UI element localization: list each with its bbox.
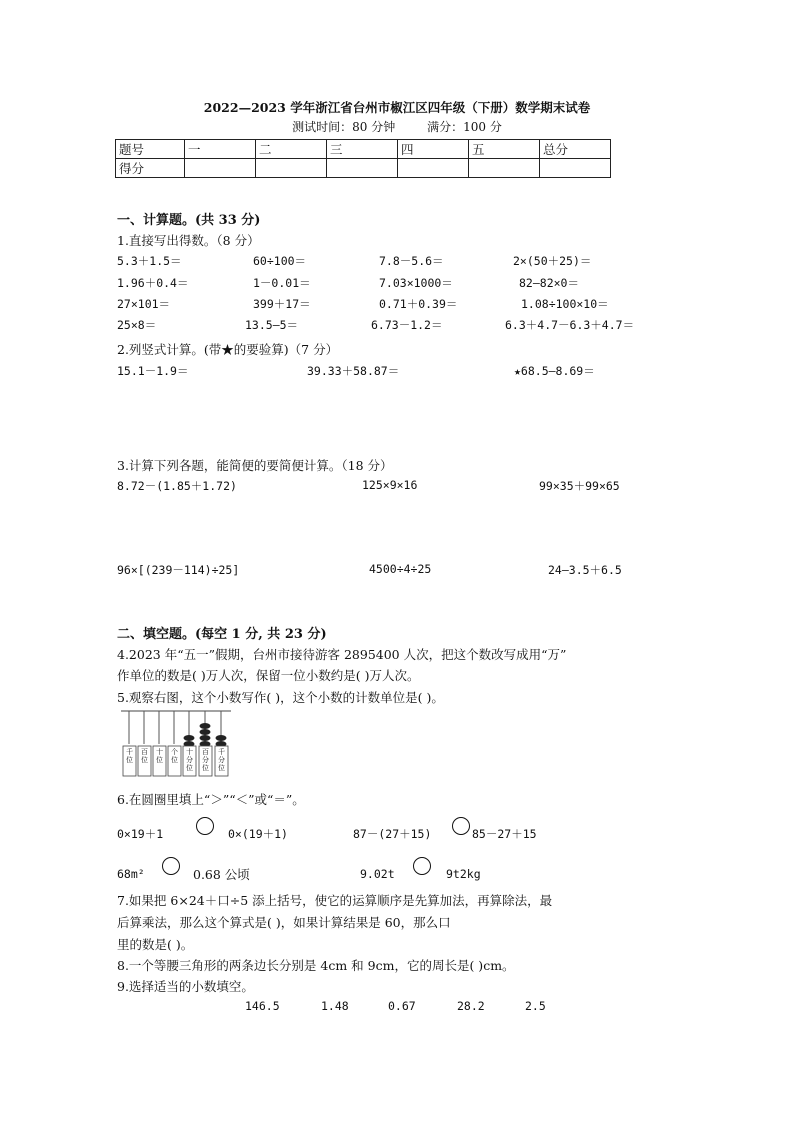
q1-item: 60÷100＝: [253, 254, 307, 268]
exam-subtitle: [0, 118, 794, 135]
q3-item: 24—3.5＋6.5: [548, 563, 622, 577]
q6-expr: 0×(19＋1): [228, 827, 288, 841]
q2-title: 2.列竖式计算。(带★的要验算)（7 分）: [117, 342, 339, 357]
q1-item: 25×8＝: [117, 318, 157, 332]
test-time: 测试时间：80 分钟: [292, 120, 396, 134]
table-cell: 总分: [540, 140, 611, 159]
q1-item: 6.73－1.2＝: [371, 318, 443, 332]
compare-circle-input[interactable]: [162, 857, 180, 875]
score-input-cell[interactable]: [256, 159, 327, 178]
q1-item: 1－0.01＝: [253, 276, 311, 290]
abacus-label: 百位: [141, 748, 148, 764]
q3-item: 99×35＋99×65: [539, 479, 620, 493]
q1-item: 7.03×1000＝: [379, 276, 453, 290]
table-cell: 三: [327, 140, 398, 159]
q1-item: 1.96＋0.4＝: [117, 276, 189, 290]
abacus-figure: [121, 709, 231, 779]
abacus-label: 十位: [156, 748, 163, 764]
table-cell: 题号: [116, 140, 185, 159]
q9-option: 0.67: [388, 999, 416, 1013]
q1-item: 6.3＋4.7－6.3＋4.7＝: [505, 318, 635, 332]
q1-item: 1.08÷100×10＝: [521, 297, 609, 311]
table-cell: 五: [469, 140, 540, 159]
q9-option: 1.48: [321, 999, 349, 1013]
q1-item: 2×(50＋25)＝: [513, 254, 592, 268]
q1-item: 0.71＋0.39＝: [379, 297, 458, 311]
q4-line: 作单位的数是( )万人次，保留一位小数约是( )万人次。: [117, 668, 420, 683]
q1-item: 7.8－5.6＝: [379, 254, 444, 268]
q9-option: 2.5: [525, 999, 546, 1013]
compare-circle-input[interactable]: [452, 817, 470, 835]
score-table: [115, 139, 611, 178]
q2-item: 39.33＋58.87＝: [307, 364, 400, 378]
q3-item: 125×9×16: [362, 478, 418, 492]
q1-title: 1.直接写出得数。（8 分）: [117, 233, 260, 248]
q6-expr: 0×19＋1: [117, 827, 164, 841]
compare-circle-input[interactable]: [196, 817, 214, 835]
q5-text: 5.观察右图，这个小数写作( )，这个小数的计数单位是( )。: [117, 690, 444, 705]
abacus-label: 十分位: [186, 748, 193, 772]
section-2-title: 二、填空题。(每空 1 分, 共 23 分): [117, 627, 327, 642]
q3-item: 96×[(239－114)÷25]: [117, 563, 240, 577]
q3-item: 4500÷4÷25: [369, 562, 432, 576]
q3-item: 8.72－(1.85＋1.72): [117, 479, 237, 493]
q2-item: 15.1－1.9＝: [117, 364, 189, 378]
table-cell: 一: [185, 140, 256, 159]
score-input-cell[interactable]: [469, 159, 540, 178]
q6-title: 6.在圆圈里填上“＞”“＜”或“＝”。: [117, 792, 305, 807]
table-cell: 得分: [116, 159, 185, 178]
abacus-label: 千位: [126, 748, 133, 764]
q8-text: 8.一个等腰三角形的两条边长分别是 4cm 和 9cm，它的周长是( )cm。: [117, 958, 515, 973]
q4-line: 4.2023 年“五一”假期，台州市接待游客 2895400 人次，把这个数改写成用“万”: [117, 647, 567, 662]
table-cell: 四: [398, 140, 469, 159]
q7-line: 7.如果把 6×24＋口÷5 添上括号，使它的运算顺序是先算加法，再算除法，最: [117, 893, 553, 908]
q6-expr: 0.68 公顷: [193, 867, 250, 882]
abacus-label: 百分位: [202, 748, 209, 772]
score-input-cell[interactable]: [398, 159, 469, 178]
compare-circle-input[interactable]: [413, 857, 431, 875]
q2-item: ★68.5—8.69＝: [514, 364, 595, 378]
q1-item: 5.3＋1.5＝: [117, 254, 182, 268]
q6-expr: 85－27＋15: [472, 827, 537, 841]
section-1-title: 一、计算题。(共 33 分): [117, 213, 261, 228]
q1-item: 27×101＝: [117, 297, 171, 311]
table-cell: 二: [256, 140, 327, 159]
q6-expr: 68m²: [117, 867, 145, 881]
q7-line: 后算乘法，那么这个算式是( )，如果计算结果是 60，那么口: [117, 915, 451, 930]
abacus-label: 个位: [171, 748, 178, 764]
q3-title: 3.计算下列各题，能简便的要简便计算。（18 分）: [117, 458, 393, 473]
q6-expr: 9t2kg: [446, 867, 481, 881]
full-score: 满分：100 分: [427, 120, 502, 134]
score-input-cell[interactable]: [327, 159, 398, 178]
q9-title: 9.选择适当的小数填空。: [117, 979, 254, 994]
q1-item: 399＋17＝: [253, 297, 311, 311]
score-input-cell[interactable]: [185, 159, 256, 178]
abacus-label: 千分位: [218, 748, 225, 772]
score-input-cell[interactable]: [540, 159, 611, 178]
table-row: [116, 159, 611, 178]
exam-title: 2022—2023 学年浙江省台州市椒江区四年级（下册）数学期末试卷: [203, 100, 591, 115]
q9-option: 28.2: [457, 999, 485, 1013]
q1-item: 13.5—5＝: [245, 318, 299, 332]
q6-expr: 9.02t: [360, 867, 395, 881]
q9-option: 146.5: [245, 999, 280, 1013]
table-row: [116, 140, 611, 159]
q7-line: 里的数是( )。: [117, 937, 194, 952]
q1-item: 82—82×0＝: [519, 276, 579, 290]
q6-expr: 87－(27＋15): [353, 827, 432, 841]
